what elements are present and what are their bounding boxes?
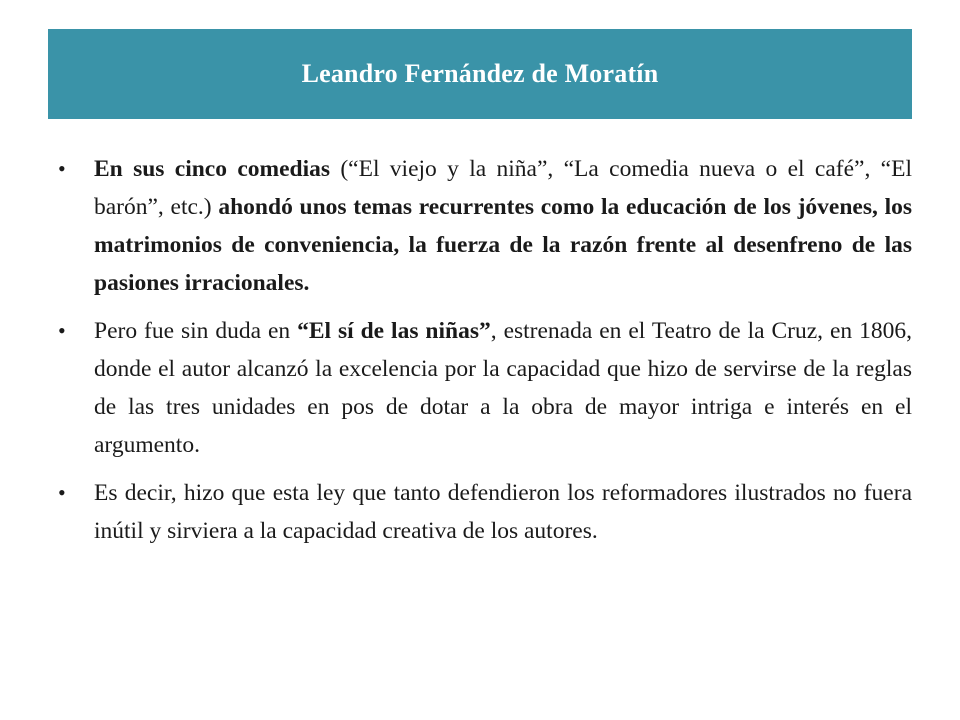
slide-body [54, 150, 912, 560]
title-bar [48, 29, 912, 119]
bullet-1-segment-1: En sus cinco comedias [94, 156, 330, 182]
bullet-dot-icon: • [58, 318, 66, 343]
bullet-item-3 [54, 474, 912, 550]
bullet-2-segment-2: “El sí de las niñas” [297, 318, 491, 344]
bullet-2-segment-3: , estrenada en el Teatro de la Cruz, en 1806, donde el autor alcanzó la excelencia por la capacidad que hizo de servirse de la reglas de las tres unidades en pos de dotar a la obra de mayor intriga e interés en el argumento. [94, 318, 912, 458]
bullet-dot-icon: • [58, 156, 66, 181]
bullet-list [54, 150, 912, 550]
bullet-item-1 [54, 150, 912, 302]
bullet-3-segment-1: Es decir, hizo que esta ley que tanto defendieron los reformadores ilustrados no fuera inútil y sirviera a la capacidad creativa de los autores. [94, 480, 912, 544]
bullet-1-segment-3: ahondó unos temas recurrentes como la educación de los jóvenes, los matrimonios de conveniencia, la fuerza de la razón frente al desenfreno de las pasiones irracionales. [94, 194, 913, 296]
bullet-2-segment-1: Pero fue sin duda en [94, 318, 298, 344]
slide-title: Leandro Fernández de Moratín [301, 59, 659, 88]
bullet-dot-icon: • [58, 480, 66, 505]
bullet-item-2 [54, 312, 912, 464]
bullet-1-segment-2: (“El viejo y la niña”, “La comedia nueva o el café”, “El barón”, etc.) [94, 156, 912, 220]
